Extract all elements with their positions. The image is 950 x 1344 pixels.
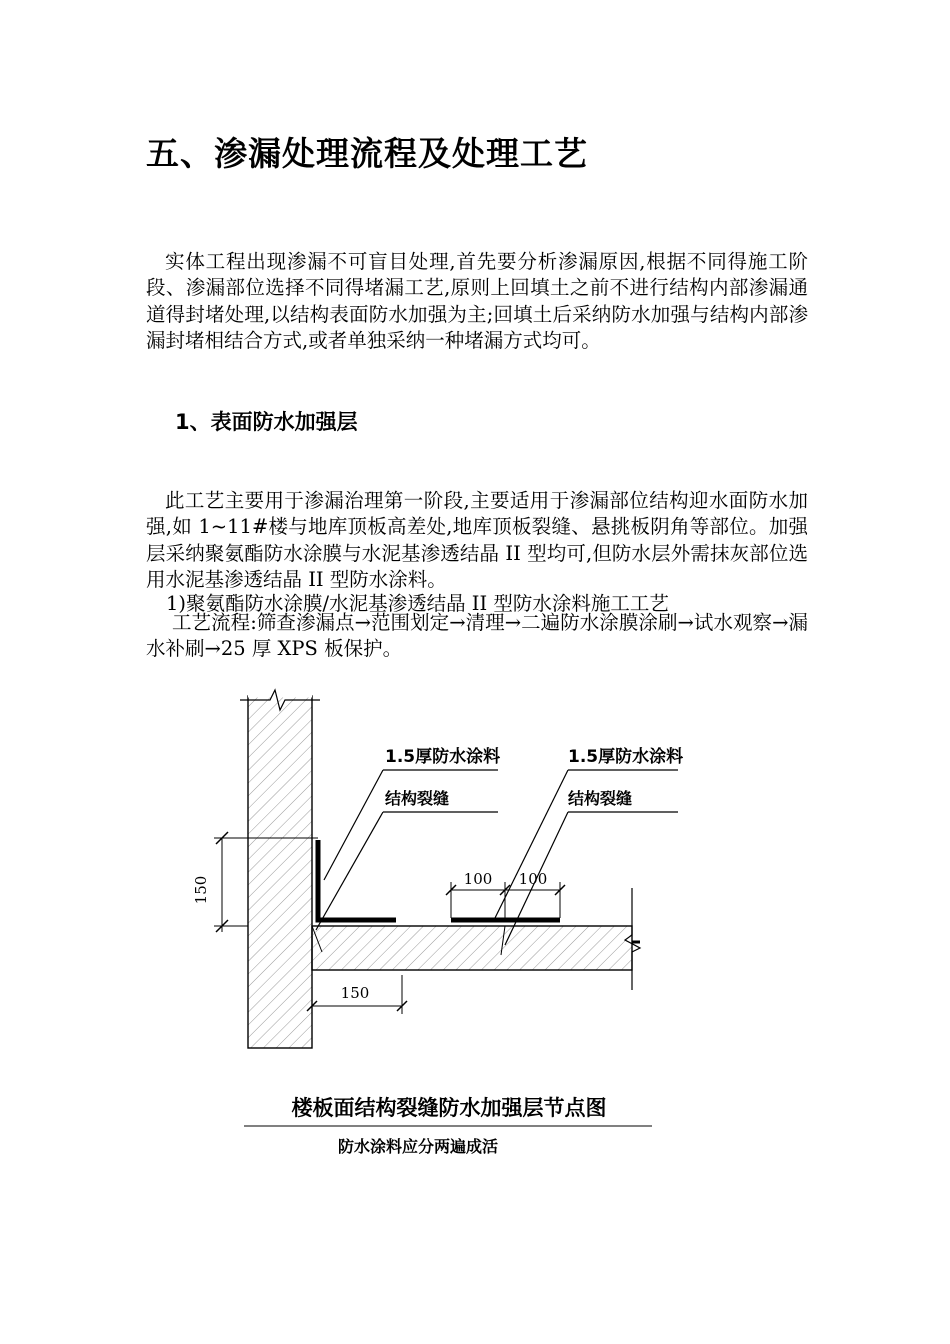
- intro-text: 实体工程出现渗漏不可盲目处理,首先要分析渗漏原因,根据不同得施工阶段、渗漏部位选择不同得堵漏工艺,原则上回填土之前不进行结构内部渗漏通道得封堵处理,以结构表面防水加强为主;回填土后采纳防水加强与结构内部渗漏封堵相结合方式,或者单独采纳一种堵漏方式均可。: [146, 250, 808, 353]
- concrete-slab: [312, 926, 632, 970]
- concrete-wall: [248, 696, 312, 1048]
- dim-bottom: 150: [340, 984, 370, 1002]
- process-flow-text: 工艺流程:筛查渗漏点→范围划定→清理→二遍防水涂膜涂刷→试水观察→漏水补刷→25 厚 XPS 板保护。: [146, 611, 808, 661]
- figure-caption: 楼板面结构裂缝防水加强层节点图: [291, 1096, 607, 1120]
- dim-vertical: 150: [192, 875, 210, 905]
- section-title: 五、渗漏处理流程及处理工艺: [146, 134, 588, 173]
- subsection-title: 1、表面防水加强层: [175, 410, 358, 434]
- dim-top-right: 100: [518, 870, 548, 888]
- label-coating-left: 1.5厚防水涂料: [385, 747, 501, 767]
- label-coating-right: 1.5厚防水涂料: [568, 747, 684, 767]
- label-crack-right: 结构裂缝: [568, 789, 633, 808]
- step-1-title: 1)聚氨酯防水涂膜/水泥基渗透结晶 II 型防水涂料施工工艺: [166, 592, 669, 615]
- coating-corner: [318, 840, 396, 920]
- body-text: 此工艺主要用于渗漏治理第一阶段,主要适用于渗漏部位结构迎水面防水加强,如 1~11#楼与地库顶板高差处,地库顶板裂缝、悬挑板阴角等部位。加强层采纳聚氨酯防水涂膜与水泥基渗透结晶 II 型均可,但防水层外需抹灰部位选用水泥基渗透结晶 II 型防水涂料。: [146, 489, 808, 592]
- label-crack-left: 结构裂缝: [385, 789, 450, 808]
- dim-top-left: 100: [463, 870, 493, 888]
- figure-note: 防水涂料应分两遍成活: [337, 1137, 499, 1156]
